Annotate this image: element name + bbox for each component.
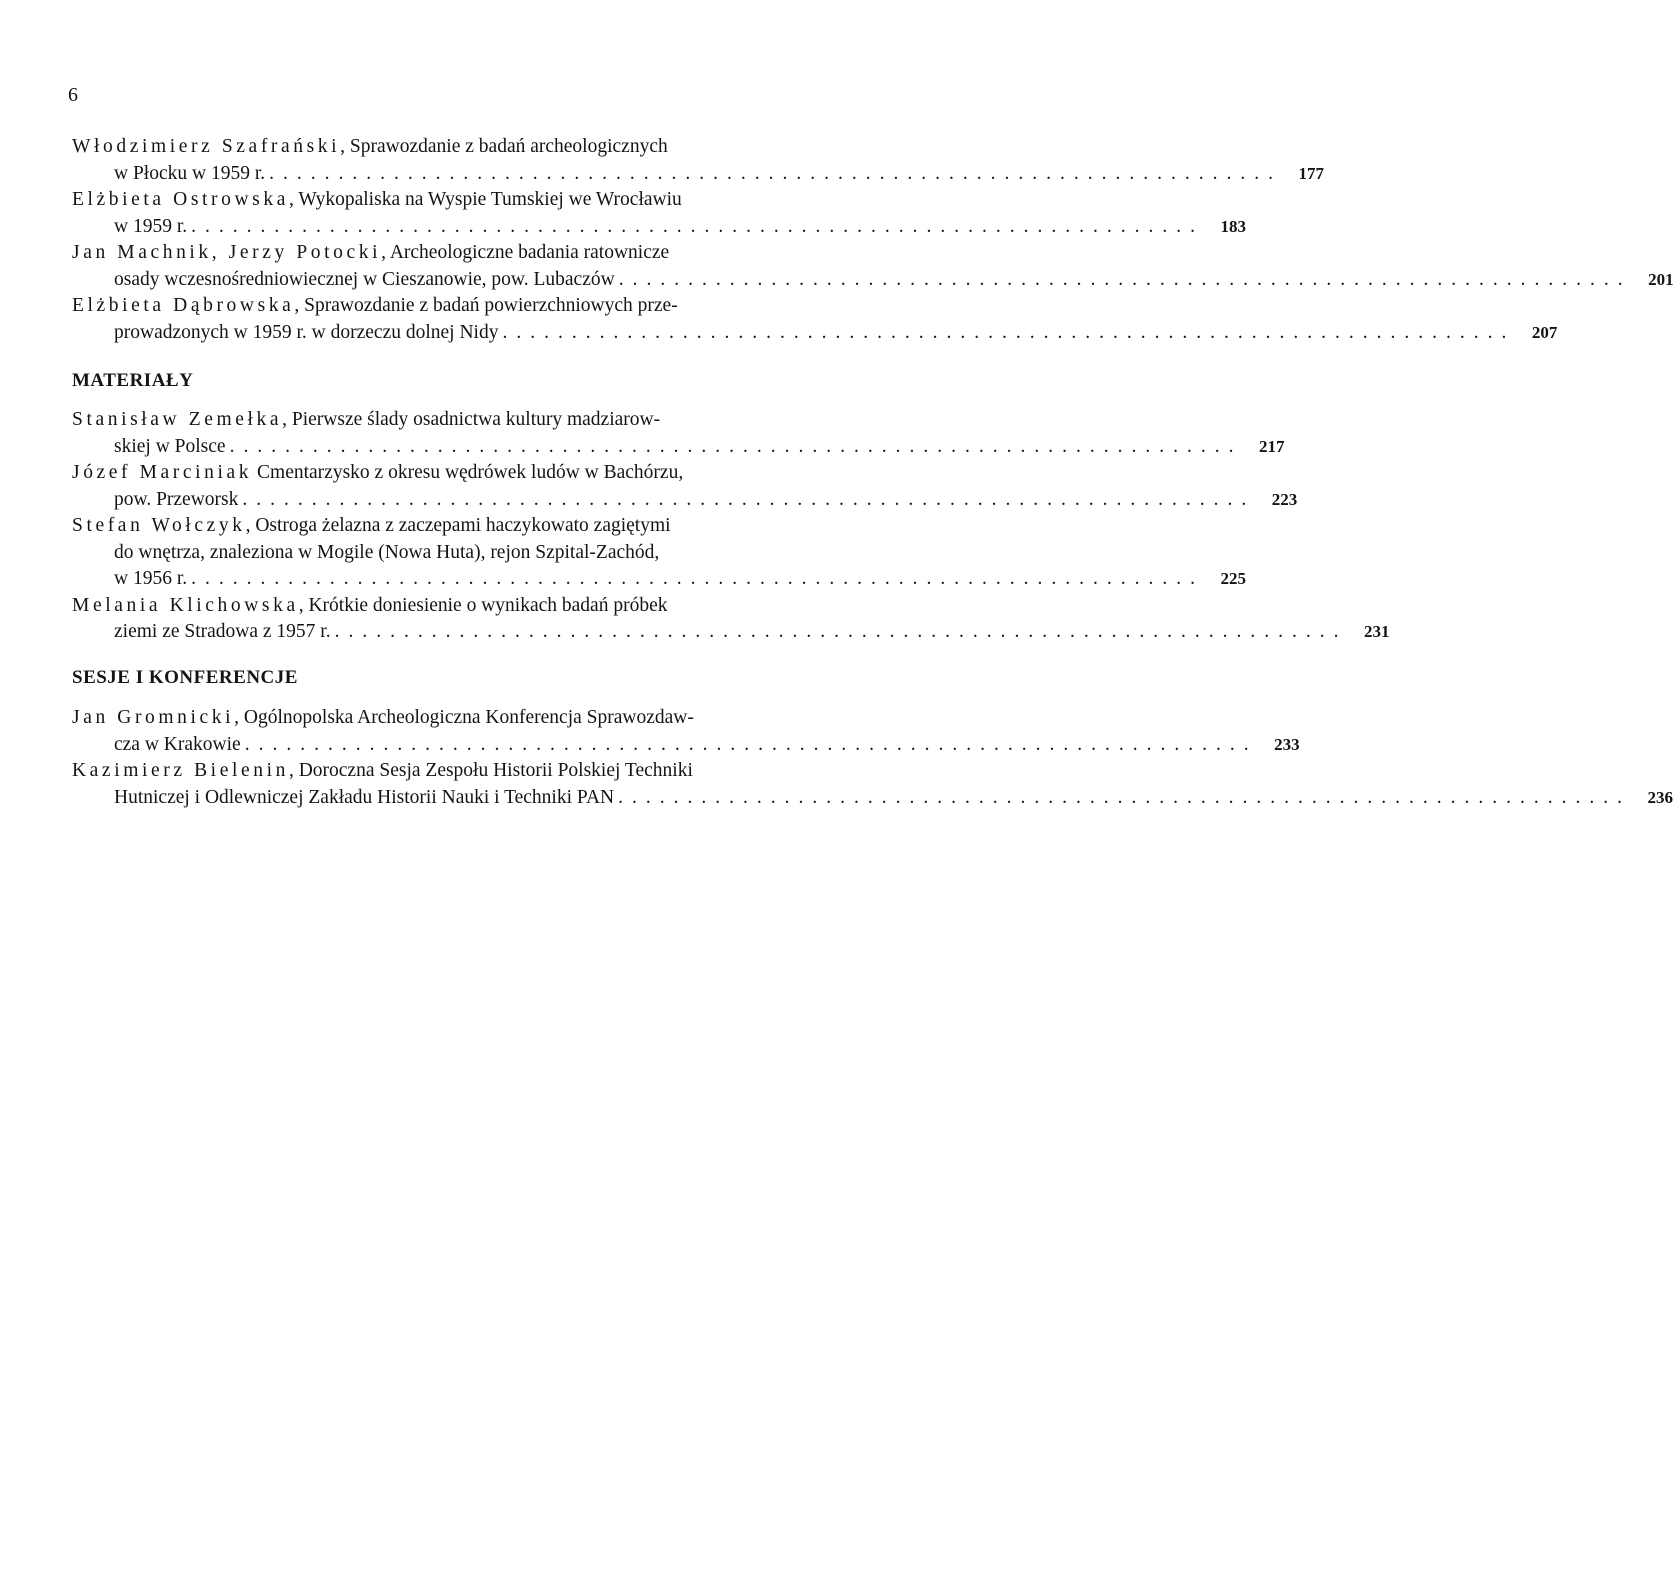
entry-author: Elżbieta Dąbrowska <box>72 295 295 316</box>
leader-dots: ......................................................................... <box>191 568 1204 589</box>
entry-title: Pierwsze ślady osadnictwa kultury madziarow- <box>291 409 661 430</box>
entry-author: Stanisław Zemełka <box>72 409 283 430</box>
section-heading-materialy: MATERIAŁY <box>72 370 194 391</box>
entry-author: Kazimierz Bielenin <box>72 760 289 781</box>
entry-title-cont: w Płocku w 1959 r. <box>114 162 266 184</box>
entry-title: Krótkie doniesienie o wynikach badań próbek <box>308 594 668 616</box>
leader-dots: ......................................................................... <box>502 321 1516 343</box>
entry-author: Melania Klichowska <box>72 594 299 616</box>
entry-title-cont: ziemi ze Stradowa z 1957 r. <box>114 621 331 642</box>
leader-dots: ......................................................................... <box>618 268 1632 290</box>
entry-page: 201 <box>1648 269 1674 289</box>
entry-title-cont: w 1956 r. <box>114 568 188 589</box>
toc-entry[interactable]: Jan Machnik, Jerzy Potocki, Archeologiczne badania ratownicze osady wczesnośredniowiecznej w Cieszanowie, pow. Lubaczów ......................................................................... 201 <box>72 240 958 293</box>
toc-entry[interactable]: Elżbieta Dąbrowska, Sprawozdanie z badań powierzchniowych prze- prowadzonych w 1959 r. w dorzeczu dolnej Nidy ......................................................................... 207 <box>72 293 958 346</box>
toc-entry[interactable]: Włodzimierz Szafrański, Sprawozdanie z badań archeologicznych w Płocku w 1959 r. ......................................................................... 177 <box>72 134 958 187</box>
section-heading-sesje: SESJE I KONFERENCJE <box>72 667 298 688</box>
entry-title: Sprawozdanie z badań archeologicznych <box>349 136 668 157</box>
entry-page: 233 <box>1274 734 1300 754</box>
page-number: 6 <box>68 84 78 106</box>
toc-entry[interactable] <box>72 460 1298 513</box>
entry-page: 177 <box>1298 163 1324 183</box>
entry-author: Elżbieta Ostrowska <box>72 189 289 210</box>
entry-title: Doroczna Sesja Zespołu Historii Polskiej Techniki <box>298 760 693 781</box>
entry-title-cont: skiej w Polsce <box>114 435 226 457</box>
entry-author: Jan Machnik, Jerzy Potocki <box>72 242 382 263</box>
entry-page: 207 <box>1531 322 1558 342</box>
entry-page: 223 <box>1271 489 1298 509</box>
entry-title-cont: osady wczesnośredniowiecznej w Cieszanowie, pow. Lubaczów <box>114 268 615 290</box>
entry-author: Jan Gromnicki <box>72 707 235 728</box>
entry-title-cont: do wnętrza, znaleziona w Mogile (Nowa Huta), rejon Szpital-Zachód, <box>114 541 660 563</box>
toc-entry[interactable]: Melania Klichowska, Krótkie doniesienie o wynikach badań próbek ziemi ze Stradowa z 1957 r. ......................................................................... 231 <box>72 593 958 646</box>
leader-dots: ......................................................................... <box>242 488 1256 510</box>
toc-section-sesje <box>72 705 1673 811</box>
toc-entry[interactable]: Stanisław Zemełka, Pierwsze ślady osadnictwa kultury madziarow- skiej w Polsce ......................................................................... 217 <box>72 407 958 460</box>
toc-section-materialy <box>72 407 1390 646</box>
entry-author: Stefan Wołczyk <box>72 515 246 536</box>
leader-dots: ......................................................................... <box>229 435 1243 457</box>
entry-author: Józef Marciniak <box>72 462 253 483</box>
leader-dots: ......................................................................... <box>334 621 1348 642</box>
entry-title-cont: Hutniczej i Odlewniczej Zakładu Historii Nauki i Techniki PAN <box>114 786 615 808</box>
entry-title-cont: prowadzonych w 1959 r. w dorzeczu dolnej Nidy <box>114 321 499 343</box>
leader-dots: ......................................................................... <box>618 786 1631 808</box>
toc-entry[interactable]: Elżbieta Ostrowska, Wykopaliska na Wyspie Tumskiej we Wrocławiu w 1959 r. ......................................................................... 183 <box>72 187 958 240</box>
entry-page: 217 <box>1258 436 1285 456</box>
entry-title: Cmentarzysko z okresu wędrówek ludów w Bachórzu, <box>257 462 684 483</box>
leader-dots: ......................................................................... <box>191 215 1204 237</box>
entry-page: 231 <box>1363 622 1390 641</box>
entry-title-cont: w 1959 r. <box>114 215 188 237</box>
toc-entry[interactable]: Stefan Wołczyk, Ostroga żelazna z zaczepami haczykowato zagiętymi do wnętrza, znaleziona w Mogile (Nowa Huta), rejon Szpital-Zachód, w 1956 r. ......................................................................... 225 <box>72 513 958 593</box>
toc-section-intro <box>72 134 1674 346</box>
entry-author: Włodzimierz Szafrański <box>72 136 341 157</box>
entry-title: Ogólnopolska Archeologiczna Konferencja Sprawozdaw- <box>243 707 694 728</box>
entry-page: 225 <box>1220 569 1246 588</box>
toc-entry[interactable]: Jan Gromnicki, Ogólnopolska Archeologiczna Konferencja Sprawozdaw- cza w Krakowie ......................................................................... 233 <box>72 705 958 758</box>
toc-entry[interactable]: Kazimierz Bielenin, Doroczna Sesja Zespołu Historii Polskiej Techniki Hutniczej i Odlewniczej Zakładu Historii Nauki i Techniki PAN ......................................................................... 236 <box>72 758 958 811</box>
leader-dots: ......................................................................... <box>269 162 1282 184</box>
entry-title-cont: cza w Krakowie <box>114 733 241 755</box>
entry-page: 183 <box>1220 216 1246 236</box>
entry-title: Sprawozdanie z badań powierzchniowych prze- <box>304 295 678 316</box>
entry-title: Ostroga żelazna z zaczepami haczykowato zagiętymi <box>255 515 671 536</box>
entry-title: Archeologiczne badania ratownicze <box>389 242 670 263</box>
entry-title: Wykopaliska na Wyspie Tumskiej we Wrocławiu <box>298 189 682 210</box>
entry-page: 236 <box>1647 787 1673 807</box>
leader-dots: ......................................................................... <box>244 733 1258 755</box>
entry-title-cont: pow. Przeworsk <box>114 488 239 510</box>
